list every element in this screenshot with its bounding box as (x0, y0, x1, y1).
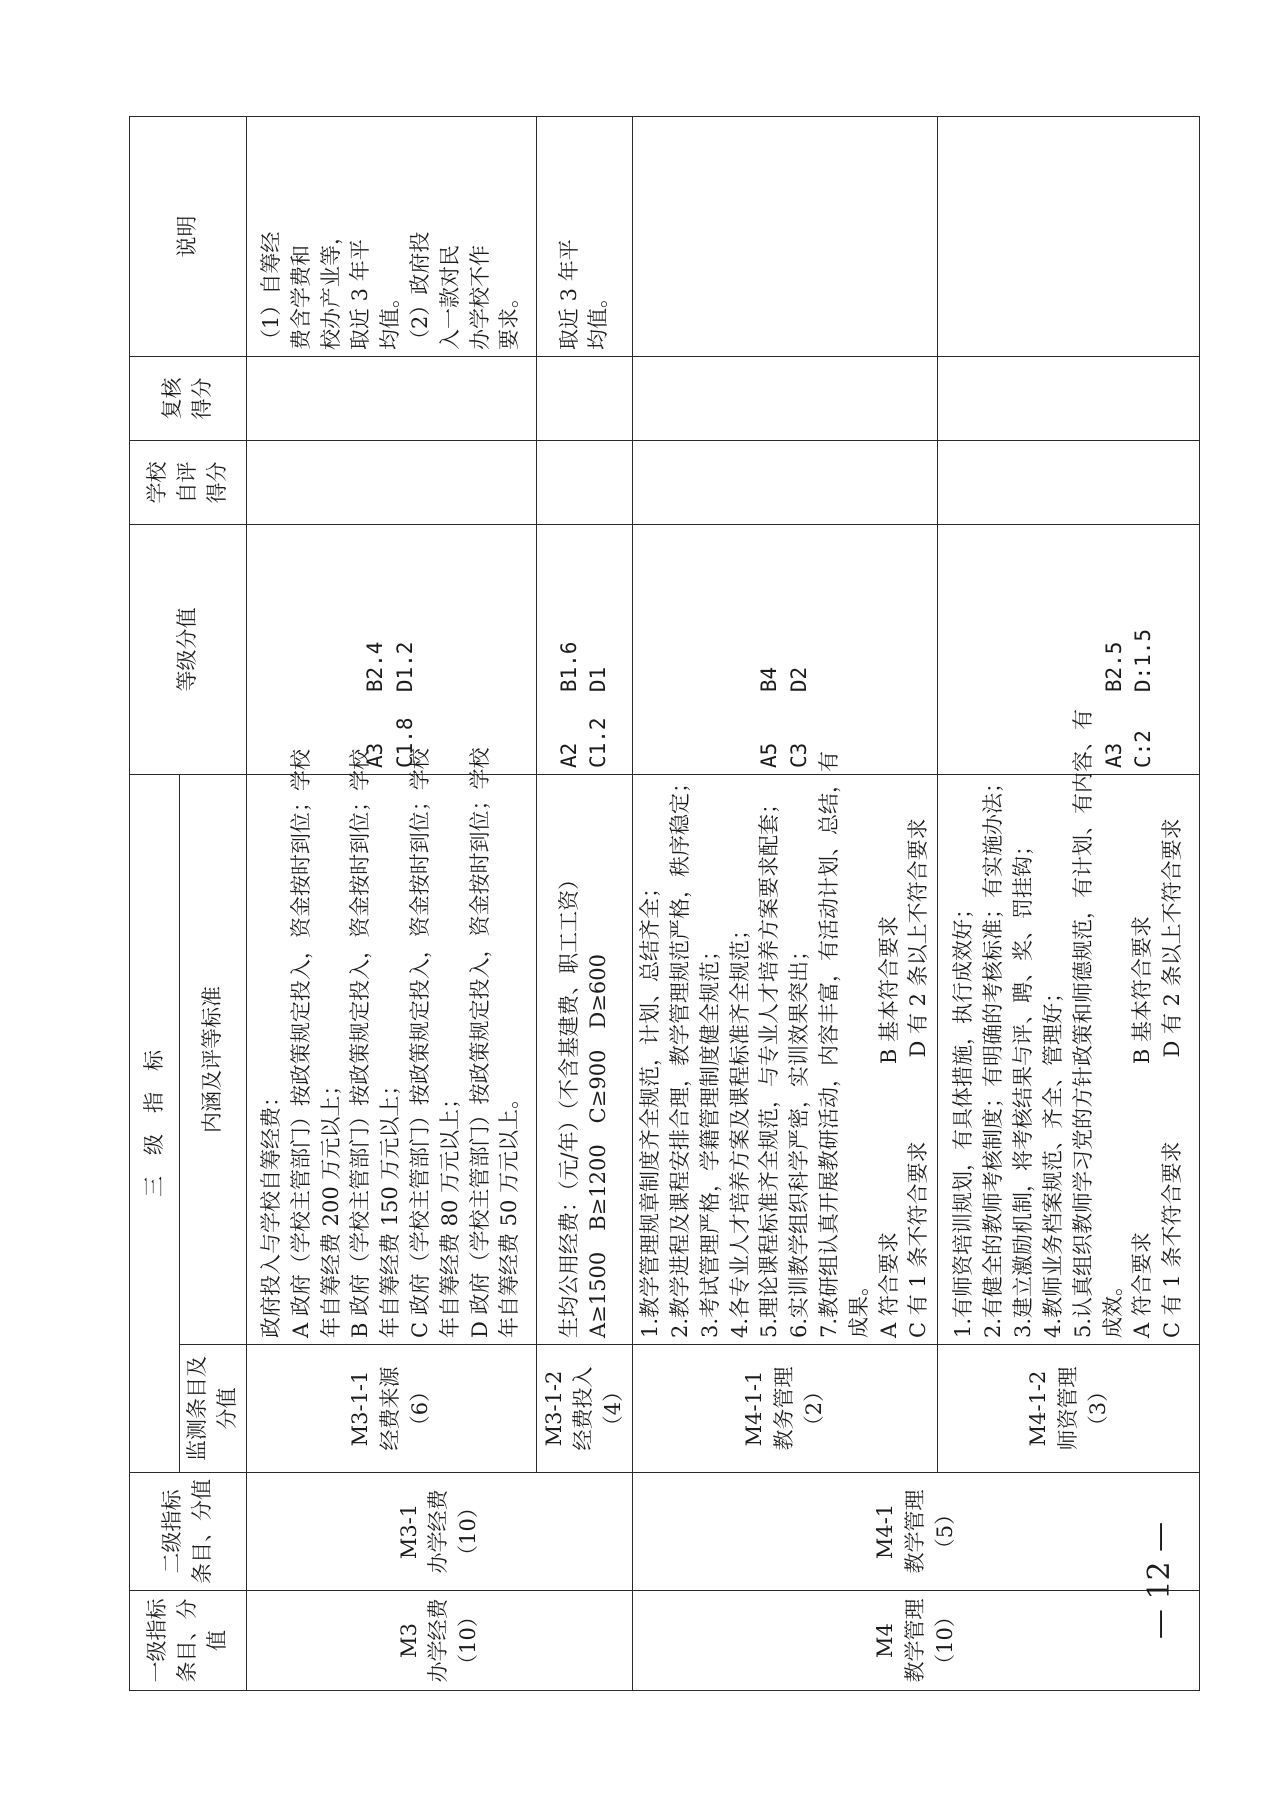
review-score-m4-1-2 (938, 357, 1200, 441)
grade-m4-1-1 (633, 525, 938, 775)
note-line: 均值。 (378, 287, 403, 350)
monitor-code: M4-1-2 (1025, 1370, 1050, 1447)
criteria-line: 5.认真组织教师学习党的方针政策和师德规范，有计划、有内容、有 (1070, 708, 1095, 1338)
page-number (1130, 1480, 1190, 1680)
criteria-line: C 政府（学校主管部门）按政策规定投入，资金按时到位；学校 (408, 748, 433, 1338)
monitor-score: （2） (802, 1380, 827, 1437)
grade-line: C3 D2 (787, 666, 812, 768)
notes-m3-1-2 (536, 117, 632, 357)
row-m4-1-2 (938, 117, 1200, 1691)
review-score-m3-1-1 (246, 357, 536, 441)
criteria-line: A 符合要求 B 基本符合要求 (876, 916, 901, 1338)
monitor-m3-1-2 (536, 1345, 632, 1473)
note-line: 均值。 (586, 287, 611, 350)
grade-m3-1-1 (246, 525, 536, 775)
criteria-line: 成果。 (846, 1275, 871, 1338)
criteria-line: 7.教研组认真开展教研活动，内容丰富，有活动计划、总结，有 (816, 750, 841, 1338)
header-row (130, 117, 180, 1691)
level2-code: M4-1 (873, 1503, 898, 1560)
criteria-line: 政府投入与学校自筹经费： (258, 1086, 283, 1338)
criteria-line: 成效。 (1100, 1275, 1125, 1338)
criteria-line: A≥1500 B≥1200 C≥900 D≥600 (586, 954, 611, 1338)
note-line: 取近 3 年平 (348, 239, 373, 350)
grade-m3-1-2 (536, 525, 632, 775)
criteria-line: 年自筹经费 200 万元以上； (318, 1074, 343, 1338)
grade-line: A5 B4 (757, 666, 782, 768)
criteria-line: A 符合要求 B 基本符合要求 (1130, 916, 1155, 1338)
monitor-m4-1-2 (938, 1345, 1200, 1473)
review-score-m3-1-2 (536, 357, 632, 441)
note-line: 入一款对民 (437, 245, 462, 350)
level1-score: （10） (933, 1606, 958, 1675)
header-review-score-line: 得分 (189, 377, 214, 420)
grade-line: A3 B2.4 (363, 641, 388, 768)
note-line: 校办产业等， (318, 224, 343, 350)
monitor-code: M4-1-1 (742, 1370, 767, 1447)
criteria-line: 年自筹经费 150 万元以上； (378, 1074, 403, 1338)
header-level1-line: 条目、分值 (174, 1598, 229, 1683)
level2-title: 教学管理 (903, 1489, 928, 1574)
level1-code: M3 (396, 1623, 421, 1658)
evaluation-table (129, 116, 1200, 1691)
level1-title: 教学管理 (903, 1598, 928, 1683)
self-score-m4-1-2 (938, 441, 1200, 525)
criteria-line: 年自筹经费 80 万元以上； (437, 1087, 462, 1338)
header-level2 (130, 1473, 247, 1591)
monitor-code: M3-1-2 (541, 1370, 566, 1447)
criteria-m4-1-2 (938, 708, 1200, 1345)
header-monitor: 监测条目及分值 (180, 1345, 247, 1473)
row-m3-1-2 (536, 117, 632, 1691)
header-self-score-line: 得分 (204, 461, 229, 504)
level2-score: （10） (456, 1497, 481, 1566)
level2-score: （5） (933, 1503, 958, 1560)
monitor-title: 经费来源 (378, 1366, 403, 1451)
row-m3-1-1 (246, 117, 536, 1691)
header-level2-line: 条目、分值 (189, 1479, 214, 1584)
header-review-score (130, 357, 247, 441)
grade-line: C:2 D:1.5 (1131, 628, 1156, 768)
level2-m3-1 (246, 1473, 632, 1591)
note-line: 办学校不作 (467, 245, 492, 350)
header-self-score-line: 学校 (145, 461, 170, 504)
self-score-m4-1-1 (633, 441, 938, 525)
criteria-line: 2.教学进程及课程安排合理，教学管理规范严格，秩序稳定； (667, 771, 692, 1338)
grade-m4-1-2 (938, 525, 1200, 775)
monitor-m4-1-1 (633, 1345, 938, 1473)
grade-line: C1.8 D1.2 (393, 641, 418, 768)
header-level1 (130, 1591, 247, 1691)
criteria-line: 4.教师业务档案规范、齐全、管理好； (1040, 981, 1065, 1338)
level1-m4 (633, 1591, 1200, 1691)
level1-title: 办学经费 (426, 1598, 451, 1683)
criteria-line: 2.有健全的教师考核制度；有明确的考核标准；有实施办法； (981, 771, 1006, 1338)
note-line: 要求。 (497, 287, 522, 350)
criteria-line: C 有 1 条不符合要求 D 有 2 条以上不符合要求 (1160, 818, 1185, 1338)
header-level1-line: 一级指标 (145, 1598, 170, 1683)
criteria-line: A 政府（学校主管部门）按政策规定投入，资金按时到位；学校 (288, 749, 313, 1338)
criteria-m3-1-1 (246, 747, 536, 1345)
grade-line: A3 B2.5 (1101, 641, 1126, 768)
criteria-m3-1-2 (536, 775, 632, 1345)
grade-line: C1.2 D1 (586, 666, 611, 768)
self-score-m3-1-1 (246, 441, 536, 525)
page-number-text: — 12 — (1142, 1521, 1178, 1639)
criteria-line: C 有 1 条不符合要求 D 有 2 条以上不符合要求 (906, 818, 931, 1338)
note-line: （2）政府投 (408, 231, 433, 350)
monitor-score: （6） (408, 1380, 433, 1437)
header-notes: 说明 (130, 117, 247, 357)
row-m4-1-1 (633, 117, 938, 1691)
note-line: 取近 3 年平 (556, 239, 581, 350)
criteria-line: 3.考试管理严格，学籍管理制度健全规范； (697, 939, 722, 1338)
notes-m4-1-2 (938, 117, 1200, 357)
notes-m4-1-1 (633, 117, 938, 357)
criteria-line: 生均公用经费：（元/年）（不含基建费、职工工资） (556, 868, 581, 1338)
note-line: （1）自筹经 (258, 231, 283, 350)
level2-m4-1 (633, 1473, 1200, 1591)
note-line: 费含学费和 (288, 245, 313, 350)
monitor-title: 经费投入（4） (571, 1366, 626, 1451)
level1-score: （10） (456, 1606, 481, 1675)
criteria-line: 6.实训教学组织科学严密，实训效果突出； (787, 939, 812, 1338)
level1-m3 (246, 1591, 632, 1691)
notes-m3-1-1 (246, 117, 536, 357)
review-score-m4-1-1 (633, 357, 938, 441)
criteria-line: 年自筹经费 50 万元以上。 (497, 1087, 522, 1338)
monitor-m3-1-1 (246, 1345, 536, 1473)
header-level3: 三 级 指 标 (130, 775, 180, 1473)
header-level2-line: 二级指标 (160, 1489, 184, 1574)
criteria-line: 1.教学管理规章制度齐全规范，计划、总结齐全； (638, 876, 663, 1338)
rotated-table-wrapper (129, 117, 1185, 1691)
level2-code: M3-1 (396, 1503, 421, 1560)
criteria-line: 3.建立激励机制，将考核结果与评、聘、奖、罚挂钩； (1011, 834, 1036, 1338)
monitor-title: 师资管理（3） (1055, 1366, 1110, 1451)
level2-title: 办学经费 (426, 1489, 451, 1574)
criteria-m4-1-1 (633, 750, 938, 1345)
header-self-score (130, 441, 247, 525)
level1-code: M4 (873, 1623, 898, 1658)
criteria-line: 5.理论课程标准齐全规范，与专业人才培养方案要求配套； (757, 792, 782, 1338)
criteria-line: B 政府（学校主管部门）按政策规定投入，资金按时到位；学校 (348, 748, 373, 1338)
criteria-line: D 政府（学校主管部门）按政策规定投入，资金按时到位；学校 (467, 747, 492, 1338)
monitor-title: 教务管理 (772, 1366, 797, 1451)
header-self-score-line: 自评 (174, 461, 199, 504)
monitor-code: M3-1-1 (348, 1370, 373, 1447)
self-score-m3-1-2 (536, 441, 632, 525)
criteria-line: 1.有师资培训规划，有具体措施，执行成效好； (951, 897, 976, 1338)
grade-line: A2 B1.6 (556, 641, 581, 768)
header-grade: 等级分值 (130, 525, 247, 775)
criteria-line: 4.各专业人才培养方案及课程标准齐全规范； (727, 918, 752, 1338)
header-review-score-line: 复核 (160, 377, 184, 420)
header-criteria: 内涵及评等标准 (180, 775, 247, 1345)
